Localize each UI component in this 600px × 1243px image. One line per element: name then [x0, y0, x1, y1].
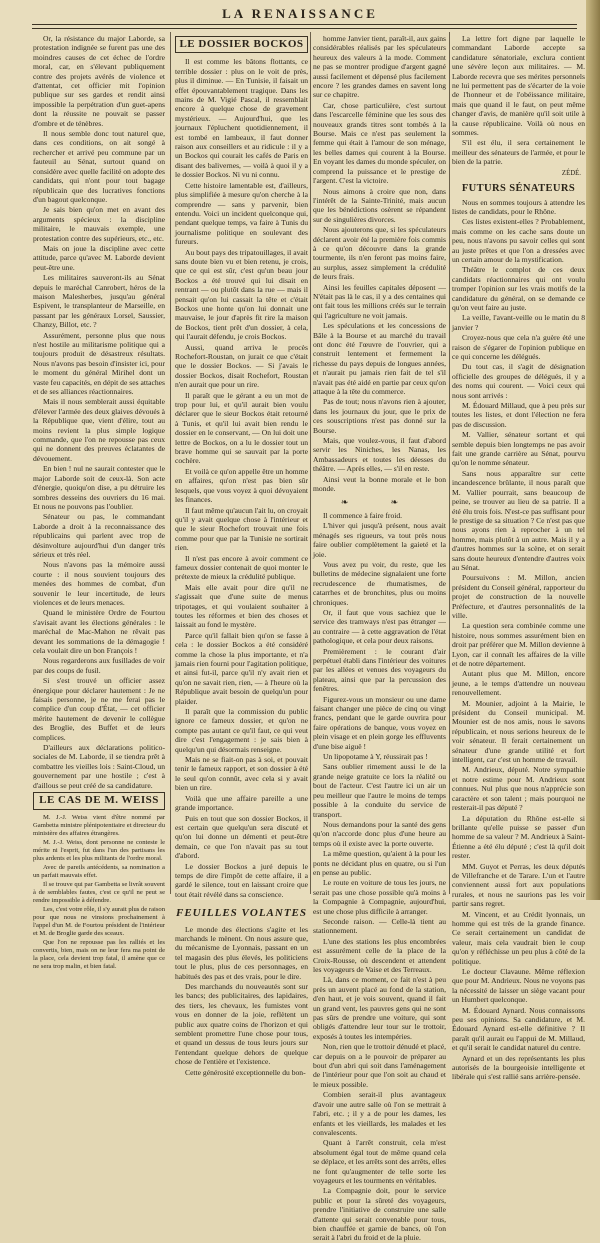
paragraph: La veille, l'avant-veille ou le matin du 8 janvier ?	[452, 313, 585, 332]
masthead-rule	[32, 24, 577, 25]
paragraph: M. Vallier, sénateur sortant et qui semble depuis bien longtemps ne pas avoir fait une grande carrière au Sénat, pourvu qu'on le nomme sénateur.	[452, 430, 585, 468]
paragraph: Nous demandons pour la santé des gens qu'on n'accorde donc plus d'une heure au temps où il existe avec la porte ouverte.	[313, 819, 446, 848]
paragraph: Il est comme les bâtons flottants, ce terrible dossier : plus on le voit de près, plus il diminue. — En Tunisie, il faisait un effet épouvantablement tragique. Dans les mains de M. Vigié Pascal, il ressemblait encore à quelque chose de gravement mystérieux. — Aujourd'hui, que les journaux l'épluchent quotidiennement, il est tombé en lambeaux, il faut donner raison aux conseillers et au ridicule : il y a un Bockos qui courait les cafés de Paris en disant des balivernes, — voilà à quoi il y a le dossier Bockos. Ni vu ni connu.	[175, 57, 308, 180]
feuilles-volantes-title: FEUILLES VOLANTES	[176, 907, 307, 920]
signature: ZÉDÉ.	[561, 169, 581, 177]
column-2	[175, 34, 308, 1077]
paragraph: Nous en sommes toujours à attendre les listes de candidats, pour le Rhône.	[452, 197, 585, 216]
paragraph: Nous aimons à croire que non, dans l'intérêt de la Sainte-Trinité, mais aucun que les bénédictions osèrent se répandent sur de singulières divorces.	[313, 186, 446, 224]
paragraph: Ainsi veut la bonne morale et le bon monde.	[313, 474, 446, 494]
paragraph: M. Édouard Millaud, que à peu près sur toutes les listes, et dont l'élection ne fera pas de discussion.	[452, 401, 585, 429]
paragraph: En bien ! nul ne saurait contester que le major Laborde soit de ceux-là. Son acte d'énergie, quoiqu'on dise, a pu détruire les sombres desseins des ouvriers du 16 mai. Et nous ne pouvons pas l'oublier.	[33, 464, 165, 511]
paragraph: La question sera combinée comme une histoire, nous sommes assurément bien en droit par préférer que M. Millon devienne à Lyon, car il connaît les affaires de la ville et de notre département.	[452, 621, 585, 668]
paragraph: Le monde des élections s'agite et les marchands le mènent. On nous assure que, du mécanisme de Lyonnais, passant en un tel magasin des plus élevés, les politiciens tout le plus, plus de ces personnages, en habitués des pas et des vrais, pour le dire.	[175, 924, 308, 981]
masthead-rule-2	[32, 28, 577, 29]
paragraph: Le dossier Bockos a juré depuis le temps de dire l'impôt de cette affaire, il a gardé le silence, tout en laissant croire que tout était révélé dans sa conscience.	[175, 861, 308, 899]
paragraph: Les militaires sauveront-ils au Sénat depuis le maréchal Canrobert, héros de la maison Malesherbes, jusqu'au général Espivent, le transplanteur de Marseille, en passant par les généraux Lorsel, Saussier, Chanzy, Billot, etc. ?	[33, 273, 165, 330]
tramways-article-body	[313, 511, 446, 1243]
paragraph: Pas de tout; nous n'avons rien à ajouter, dans les journaux du jour, que le prix de ces souscriptions n'est pas donné sur la Bourse.	[313, 397, 446, 435]
paragraph: Mais on joue la discipline avec cette attitude, parce qu'avec M. Laborde devient peut-être une.	[33, 243, 165, 272]
paragraph: Un lipopotame à Y, réussirait pas !	[323, 752, 428, 762]
paragraph: Il commence à faire froid.	[323, 510, 403, 520]
paragraph: Premièrement : le courant d'air perpétuel établi dans l'intérieur des voitures par les allées et venues des voyageurs du plateau, ainsi que par la percussion des fenêtres.	[313, 646, 446, 694]
page-edge	[586, 0, 600, 900]
paragraph: Nous regarderons aux fusillades de voir par des coups de fusil.	[33, 656, 165, 675]
paragraph: Nous ajouterons que, si les spéculateurs déclarent avoir été la première fois commis à ce qu'on découvre dans la grande tourmente, ils n'en feront pas moins faire, au surplus, assez simplement la crédulité de leurs frais.	[313, 225, 446, 282]
futurs-senateurs-body	[452, 198, 585, 1082]
column-separator	[310, 32, 311, 894]
weiss-section-body	[33, 814, 165, 971]
column-1	[33, 34, 165, 970]
bockos-article-title: LE DOSSIER BOCKOS	[175, 36, 308, 53]
paragraph: Or, il faut que vous sachiez que le service des tramways n'est pas étranger — au contraire — à cette aggravation de l'état pathologique, et cela pour deux raisons.	[313, 607, 446, 646]
paragraph: Le docteur Clavaune. Même réflexion que pour M. Andrieux. Nous ne voyons pas la nécessité de laisser un siège vacant pour un Humbert quelconque.	[452, 967, 585, 1005]
paragraph: Sénateur ou pas, le commandant Laborde a droit à la reconnaissance des républicains qui parlent avec trop de désinvolture aujourd'hui d'un danger très sérieux et très réel.	[33, 512, 165, 559]
paragraph: Or, la résistance du major Laborde, sa protestation indignée se furent pas une des moindres causes de cet échec de l'ordre moral, car, en s'élevant publiquement contre des projets avérés de violence et d'attentat, cet officier mit l'opinion publique sur ses gardes et rendit ainsi impossible la perpétration d'un guet-apens dont la réussite ne pouvait se passer d'ombre et de ténèbres.	[33, 34, 165, 128]
paragraph: L'hiver qui jusqu'à présent, nous avait ménagés ses rigueurs, va tout près nous faire oublier complètement la gaieté et la joie.	[313, 521, 446, 559]
paragraph: Cette histoire lamentable est, d'ailleurs, plus simplifiée à mesure qu'on cherche à la comprendre — sans y parvenir, bien entendu. Voici un incident quelconque qui, pendant quelque temps, va faire à Tunis du journalisme politique en soulevant des fureurs.	[175, 180, 308, 247]
paragraph: Si s'est trouvé un officier assez énergique pour déclarer hautement : Je ne faisais personne, je ne me ferai pas le complice d'un coup d'État, — cet officier mérite hautement de devenir le collègue des Broglie, des Buffet et de leurs complices.	[33, 676, 165, 742]
paragraph: Voilà que une affaire pareille a une grande importance.	[175, 793, 308, 813]
paragraph: Il faut même qu'aucun l'ait lu, on croyait qu'il y avait quelque chose à l'intérieur et que le sieur Rochefort trouvait une fois comme pour que par la Tunisie ne sortirait rien.	[175, 505, 308, 553]
paragraph: Que l'on ne repousse pas les ralliés et les convertis, bien, mais on ne leur fera ma point de la place, cela devient trop fatal, il amène que ce ne sera trop malin, et bien fatal.	[33, 938, 165, 970]
paragraph: Quant à l'arrêt construit, cela m'est absolument égal tout de même quand cela se déplace, et les arrêts sont des arrêts, elles ne font qu'augmenter de telle sorte les voyageurs et les tourments en véritables.	[313, 1138, 446, 1185]
paragraph: Ainsi les feuilles capitales déposent — N'était pas là le cas, il y a des centaines qui ont fait tous les millions créés sur le terrain qui l'agriculture ne voit jamais.	[313, 282, 446, 320]
paragraph: Non, rien que le trottoir dénudé et placé, car depuis on a le pouvoir de préparer au bout d'un abri qui soit dans l'aménagement de l'intérieur pour que l'on soit au chaud et le mieux possible.	[313, 1042, 446, 1089]
paragraph: Avec de pareils antécédents, sa nomination a un parfait mauvais effet.	[33, 863, 165, 879]
paragraph: Figurez-vous un monsieur ou une dame faisant changer une pièce de cinq ou vingt francs, pendant que le garde ouvrira pour faire opérations de banque, vous voyez en plein visage et en plein gorge les effluvents d'une bise aiguë !	[313, 694, 446, 751]
paragraph: Mais, que voulez-vous, il faut d'abord servir les Niniches, les Nanas, les Ambassadeurs et toutes les déesses du théâtre. — Après elles, — s'il en reste.	[313, 436, 446, 474]
paragraph: Il n'est pas encore à avoir comment ce fameux dossier contenait de quoi monter le prétexte de mieux la crédulité publique.	[175, 553, 308, 582]
paragraph: homme Janvier tient, paraît-il, aux gains considérables réalisés par les spéculateurs heureux des valeurs à la mode. Comment ne pas se montrer prodigue d'argent gagné aussi facilement et dépensé plus facilement encore ? les grandes dames en savent long sur ce chapitre.	[313, 34, 446, 100]
paragraph: M. Mounier, adjoint à la Mairie, le président du Conseil municipal. M. Mounier est de nos amis, nous le savons républicain, et nous serions heureux de le voir sénateur. Il ferait certainement un sénateur d'une grande utilité et fort intelligent, car c'est un homme de travail.	[452, 698, 585, 765]
paragraph: Parce qu'il fallait bien qu'on se fasse à cela : le dossier Bockos a été considéré comme la chose la plus importante, et n'a jamais rien fourni pour l'agitation politique, et ainsi fut-il, parce qu'il n'y avait rien et qu'on ne savait rien, rien, — à l'heure où la République avait besoin de quelqu'un pour plaider.	[175, 630, 308, 706]
column-4	[452, 34, 585, 1082]
paragraph: Je sais bien qu'on met en avant des arguments spécieux : la discipline militaire, le mauvais exemple, une protestation contre des supérieurs, etc., etc.	[33, 205, 165, 243]
paragraph: La même question, qu'aient à la pour les ponts ne décidant plus en quatre, ou si l'un en pense au public.	[313, 849, 446, 877]
paragraph: Du tout cas, il s'agit de désignation officielle des groupes de délégués, il y a des noms qui courent. — Voici ceux qui nous sont arrivés :	[452, 362, 585, 400]
paragraph: Les spéculations et les concessions de Bâle à la Bourse et au marché du travail ont donc été l'œuvre de l'ouvrier, qui a construit lentement et fermement la richesse du pays depuis de longues années, et n'aurait pu jamais rien fait de tel s'il n'avait pas été aidé en partie par ceux qu'on attaque à la tête du commerce.	[313, 321, 446, 397]
paragraph: Seconde raison. — Celle-là tient au stationnement.	[313, 916, 446, 936]
paragraph: Sans nous apparaître sur cette incandescence brûlante, il nous paraît que M. Vallier pourrait, sans beaucoup de peine, se trouver au lieu de sa patrie. Il a été élu trois fois. N'est-ce pas suffisant pour le prestige de sa situation ? Ce n'est pas que nous ayons rien à reprocher à un tel homme, mais plutôt à un autre. Mais il y a d'autres hommes sur la scène, et on serait sans doute heureux d'entendre d'autres voix au Sénat.	[452, 468, 585, 572]
paragraph: L'une des stations les plus encombrées est assurément celle de la place de la Croix-Rousse, où descendent et attendent les voyageurs de Vaise et des Terreaux.	[313, 936, 446, 974]
paragraph: Mais elle avait pour dire qu'il ne s'agissait que d'une suite de menus tripotages, et qui voulaient souhaiter à toutes les réformes et bien des choses et laissait au fond le mystère.	[175, 582, 308, 630]
paragraph: Assurément, personne plus que nous n'est hostile au militarisme politique qui a toujours produit de désastreux résultats. Nous n'avons pas besoin d'insister ici, pour le moment du général Mirihel dont un vaste feu capacités, en dépit de ses attaches et de ses alliances réactionnaires.	[33, 330, 165, 397]
paragraph: Puis en tout que son dossier Bockos, il est certain que quelqu'un sera discuté et qu'on lui donne un démenti et peut-être demain, ce que l'on n'avait pas su tout d'abord.	[175, 813, 308, 861]
paragraph: Il paraît que la commission du public ignore ce fameux dossier, et qu'on ne compte pas autant ce qu'il faut, ce qui veut dire c'est l'engagement : je sais bien à quelqu'un qui désormais renseigne.	[175, 707, 308, 754]
paragraph: Les, c'est votre rôle, il s'y aurait plus de raison pour que nous ne vinsions prochainement à l'appel d'un M. de Fourtou président de l'intérieur et M. de Broglie garde des sceaux.	[33, 905, 165, 937]
paragraph: Car, chose particulière, c'est surtout dans l'escarcelle féminine que les sous des nouveaux grands titres sont tombés à la Bourse. Mais ce n'est pas seulement la femme qui était à l'amour de son ménage, les belles dames qui courent à la Bourse. En voyant les dames du monde spéculer, on comprend la puissance et le prestige de l'argent. C'est la victoire.	[313, 100, 446, 186]
paragraph: M. J.-J. Weiss vient d'être nommé par Gambetta ministre plénipotentiaire et directeur du ministère des affaires étrangères.	[33, 813, 165, 837]
column-3	[313, 34, 446, 1243]
paragraph: Là, dans ce moment, ce fait n'est à peu près un auvent placé au fond de la station, d'en haut, et je vois souvent, quand il fait un grand vent, les pauvres gens qui ne sont pas sûrs de prendre une voiture, qui sont obligés d'attendre leur tour sur le trottoir, exposés à toutes les intempéries.	[313, 975, 446, 1041]
column-4-body	[452, 34, 585, 167]
paragraph: M. Édouard Aynard. Nous connaissons peu ses opinions. Sa candidature, et M. Édouard Aynard est-elle définitive ? Il paraît qu'il aurait eu l'appui de M. Millaud, et qu'il serait le candidat naturel du centre.	[452, 1005, 585, 1053]
paragraph: Sans oublier rimement aussi le de la grande neige gratuite ce lors la réalité ou bout de l'acteur. C'est l'autre ici un air un peu meilleur que l'autre le moins de temps possible à la conduite du service de transport.	[313, 762, 446, 819]
paragraph: Il paraît que le gérant a eu un mot de trop pour lui, et qu'il aurait bien voulu déclarer que le sieur Bockos était retourné à Tunis, et qu'il lui avait bien rendu le dossier en le conservant, — On lui doit une lettre de Bockos, on a lu le dossier tout un brave homme qui se sauvait par la porte cochère.	[175, 390, 308, 466]
paragraph: Il se trouve qui par Gambetta se livrât souvent à de semblables fautes, c'est ce qu'il ne peut se rendre impossible à défendre.	[33, 880, 165, 904]
paragraph: Aussi, quand arriva le procès Rochefort-Roustan, on jurait ce que c'était que le dossier Bockos. — Si j'avais le dossier Bockos, disait Rochefort, Roustan n'en aurait que pour un rire.	[175, 342, 308, 390]
paragraph: Autant plus que M. Millon, encore jeune, a le temps d'attendre un nouveau renouvellement.	[452, 669, 585, 698]
ornament-divider: ❧ ❧	[340, 496, 419, 507]
paragraph: M. Vincent, et au Crédit lyonnais, un homme qui est très de la grande finance. Ce serait certainement un candidat de valeur, mais cela vaudrait bien le coup qu'on y réfléchisse un peu plus à côté de la politique.	[452, 909, 585, 966]
paragraph: Mais il nous semblerait aussi équitable d'élever l'armée des deux glaives dévoués à la République que, vient d'élire, tout au moins revient la plus simple logique commande, que l'on ne repousse pas ceux qui ne donnent des preuves éclatantes de dévouement.	[33, 397, 165, 463]
paragraph: Quand le ministère Ordre de Fourtou s'avisait avant les élections générales : le maréchal de Mac-Mahon ne rêvait pas devant les sommations de la démagogie ! cela voulait dire un bon François !	[33, 608, 165, 655]
column-1-body	[33, 34, 165, 790]
paragraph: La lettre fort digne par laquelle le commandant Laborde accepte sa candidature sénatoriale, exclura contient une sévère leçon aux militaires. — M. Laborde recevra que ses mérites personnels ne lui permettent pas de s'écarter de la voie de l'honneur et de l'obéissance militaire, mais que quand il le faut, on peut même changer d'avis, de manière qu'il soit utile à la cause républicaine. Voilà où nous en sommes.	[452, 34, 585, 138]
paragraph: Nous n'avons pas la mémoire aussi courte : il nous souvient toujours des menées des hommes de combat, d'un souvenir le leur incertitude, de leurs violences et de leurs menaces.	[33, 560, 165, 607]
paragraph: Théâtre le complot de ces deux candidats réactionnaires qui ont voulu tromper l'opinion sur les vrais motifs de la candidature du général, on se demande ce qu'on veut faire au juste.	[452, 265, 585, 312]
paragraph: Poursuivons : M. Millon, ancien président du Conseil général, rapporteur du projet de construction de la nouvelle Préfecture, et d'autres personnalités de la ville.	[452, 573, 585, 620]
paragraph: Il nous semble donc tout naturel que, dans ces conditions, on ait songé à rechercher et arrivé peu commune par un fauteuil au Sénat, surtout quand on considère avec quelle facilité on adopte des candidats, qui n'ont pour tout bagage républicain que des lucratives fonctions d'un bagout quelconque.	[33, 129, 165, 204]
paragraph: Au bout pays des tripatouillages, il avait sans doute bien vu et bien retenu, je crois, que ce qui est sûr, c'est qu'un beau jour Bockos a été trouvé qui lui disait en rentrant — ou plutôt dans la rue — mais il pensait qu'on lui cassait la tête et c'était Bockos une honte qu'on lui donnait une mauvaise, le jour d'après fit rire la maison de Bockos, tient prêt d'un dossier, à cela, qui l'aurait défendu, je crois Bockos.	[175, 247, 308, 342]
column-separator	[170, 32, 171, 894]
paragraph: S'il est élu, il sera certainement le meilleur des sénateurs de l'armée, et pour le bien de la patrie.	[452, 138, 585, 167]
paragraph: Et voilà ce qu'on appelle être un homme en affaires, qu'on n'est pas bien sûr lesquels, que vous voyez à quoi dévoyaient les finances.	[175, 466, 308, 505]
paragraph: Mais ne se fiait-on pas à soi, et pouvait tenir le fameux rapport, et son dossier à été le seul qu'on connût, avec cela si y avait bien un rire.	[175, 755, 308, 793]
paragraph: Vous avez pu voir, du reste, que les bulletins de médecine signalaient une forte recrudescence de rhumatismes, de catarrhes et de bronchites, plus ou moins chroniques.	[313, 559, 446, 607]
paragraph: Le route en voiture de tous les jours, ne serait pas une chose possible qu'à moins à la Compagnie à Compagnie, aujourd'hui, est une chose plus difficile à arranger.	[313, 878, 446, 916]
paragraph: La Compagnie doit, pour le service public et pour la sûreté des voyageurs, prendre l'initiative de construire une salle d'attente qui serait convenable pour tous, bien chauffée et garnie de bancs, où l'on serait à l'abri du froid et de la pluie.	[313, 1186, 446, 1243]
feuilles-volantes-body	[175, 925, 308, 1078]
futurs-senateurs-title: FUTURS SÉNATEURS	[461, 183, 576, 195]
paragraph: M. Andrieux, député. Notre sympathie et notre estime pour M. Andrieux sont connues. Nul plus que nous n'apprécie son caractère et son talent ; mais pourquoi ne resterait-il pas député ?	[452, 765, 585, 813]
paragraph: D'ailleurs aux déclarations politico-sociales de M. Laborde, il se tiendra prêt à combattre les vieilles lois : Saint-Cloud, un gouvernement par une hostile ; c'est à d'aillous se peut créé de sa candidature.	[33, 743, 165, 790]
column-separator	[449, 32, 450, 894]
bockos-article-body	[175, 57, 308, 899]
column-3-body	[313, 34, 446, 494]
paragraph: Aynard et un des représentants les plus autorisés de la bourgeoisie intelligente et libérale qui s'est rallié sans arrière-pensée.	[452, 1053, 585, 1082]
paragraph: Combien serait-il plus avantageux d'avoir une autre salle où l'on se mettrait à l'abri, etc. ; il y a de pour les dames, les enfants et les vieillards, les malades et les convalescents.	[313, 1090, 446, 1137]
paragraph: Cette générosité exceptionnelle du bon-	[185, 1067, 306, 1077]
weiss-section-title: LE CAS DE M. WEISS	[33, 792, 165, 809]
masthead: LA RENAISSANCE	[222, 6, 378, 21]
paragraph: Croyez-nous que cela n'a guère été une raison de s'égarer de l'opinion publique en ce qui concerne les délégués.	[452, 333, 585, 361]
paragraph: MM. Guyot et Perras, les deux députés de Villefranche et de Tarare. L'un et l'autre conviennent aussi fort aux populations rurales, et nous ne saurions pas les voir partir sans regret.	[452, 861, 585, 909]
paragraph: La députation du Rhône est-elle si brillante qu'elle puisse se passer d'un homme de sa valeur ? M. Andrieux à Saint-Étienne a été élu député ; c'est là qu'il doit rester.	[452, 813, 585, 861]
paragraph: Ces listes existent-elles ? Probablement, mais comme on les cache sans doute un peu, nous n'avons pu savoir celles qui sont au juste prêtes et que l'on a dressées avec un certain amour de la mystification.	[452, 217, 585, 264]
paragraph: Des marchands du nouveautés sont sur les bancs; des publicitaires, des lapidaires, des tiers, les chevaux, les fumistes vont vous en donner de la joie, reflètent un public aux quatre coins de l'horizon et qui semblent promettre l'une chose pour tous, et quand un dessus de tous leurs jours sur l'entendant quelque dehors de quelque chose de l'entière et l'existence.	[175, 982, 308, 1067]
paragraph: M. J.-J. Weiss, dont personne ne conteste le mérite ni l'esprit, fut dans l'un des partisans les plus ardents et les plus militants de l'ordre moral.	[33, 838, 165, 862]
